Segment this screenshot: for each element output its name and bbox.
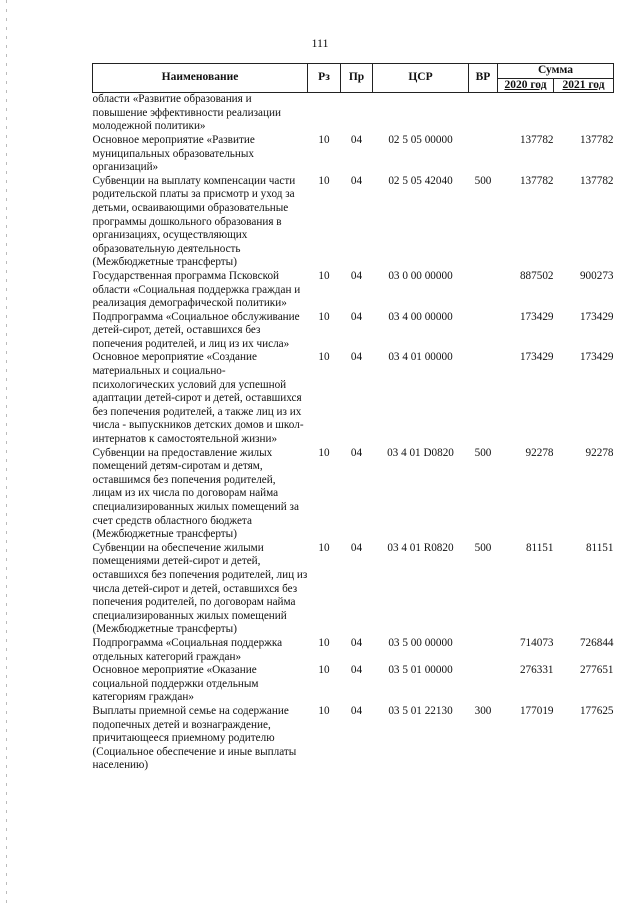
- table-row: [93, 311, 614, 352]
- scan-edge-stripe: [6, 0, 7, 905]
- header-year-2020: [498, 78, 554, 93]
- row-name: области «Развитие образования и повышение эффективности реализации молодежной политики»: [92, 93, 281, 133]
- row-vr: 300: [474, 704, 492, 717]
- row-pr: [341, 93, 373, 134]
- row-name: Основное мероприятие «Оказание социальной поддержки отдельным категориям граждан»: [92, 664, 259, 704]
- table-row: [93, 637, 614, 664]
- table-row: [93, 542, 614, 637]
- row-csr: 03 4 01 00000: [388, 351, 453, 364]
- row-vr: [469, 311, 498, 352]
- row-sum-2021: 92278: [585, 446, 614, 459]
- row-name: Субвенции на обеспечение жилыми помещениями детей-сирот и детей, оставшихся без попечения родителей, лиц из числа детей-сирот и детей, оставшихся без попечения родителей, по договорам найма специализированных жилых помещений (Межбюджетные трансферты): [92, 541, 308, 636]
- row-sum-2020: 887502: [519, 269, 554, 282]
- row-pr: 04: [350, 310, 363, 323]
- row-vr: 500: [474, 541, 492, 554]
- row-sum-2021: 177625: [579, 704, 614, 717]
- row-vr: 500: [474, 174, 492, 187]
- row-sum-2020: 714073: [519, 636, 554, 649]
- row-sum-2020: 173429: [519, 351, 554, 364]
- table-row: [93, 175, 614, 270]
- row-sum-2020: 276331: [519, 664, 554, 677]
- row-sum-2020: 81151: [525, 541, 554, 554]
- row-rz: 10: [318, 446, 330, 459]
- row-pr: 04: [350, 174, 363, 187]
- header-name: Наименование: [93, 64, 308, 93]
- row-csr: 03 0 00 00000: [388, 269, 453, 282]
- row-csr: 02 5 05 42040: [388, 174, 453, 187]
- row-name: Основное мероприятие «Создание материальных и социально-психологических условий для успешной адаптации детей-сирот и детей, оставшихся без попечения родителей, а также лиц из их числа - выпускников детских домов и школ-интернатов к самостоятельной жизни»: [92, 351, 304, 446]
- row-rz: [308, 93, 341, 134]
- row-sum-2020: [498, 93, 554, 134]
- row-name: Государственная программа Псковской области «Социальная поддержка граждан и реализация демографической политики»: [92, 269, 301, 310]
- table-header: [93, 64, 614, 93]
- row-sum-2021: 173429: [579, 351, 614, 364]
- table-body: [93, 93, 614, 773]
- row-csr: 03 5 01 00000: [388, 664, 453, 677]
- row-rz: 10: [318, 351, 330, 364]
- row-csr: 03 5 00 00000: [388, 636, 453, 649]
- header-pr: Пр: [341, 64, 373, 93]
- row-vr: 500: [474, 446, 492, 459]
- row-sum-2020: 137782: [519, 133, 554, 146]
- row-pr: 04: [350, 704, 363, 717]
- row-pr: 04: [350, 541, 363, 554]
- row-name: Подпрограмма «Социальная поддержка отдельных категорий граждан»: [92, 636, 283, 663]
- row-sum-2021: 137782: [579, 133, 614, 146]
- row-pr: 04: [350, 446, 363, 459]
- table-row: [93, 93, 614, 134]
- page-number: 111: [311, 36, 329, 50]
- row-sum-2021: 81151: [585, 541, 614, 554]
- row-csr: 03 4 00 00000: [388, 310, 453, 323]
- row-sum-2021: 900273: [579, 269, 614, 282]
- row-vr: [469, 664, 498, 705]
- row-rz: 10: [318, 310, 330, 323]
- row-vr: [469, 270, 498, 311]
- row-csr: 03 4 01 R0820: [387, 541, 454, 554]
- row-csr: 03 4 01 D0820: [387, 446, 454, 459]
- header-vr: ВР: [469, 64, 498, 93]
- row-vr: [469, 637, 498, 664]
- header-year-2020-label: 2020 год: [504, 78, 547, 91]
- row-pr: 04: [350, 351, 363, 364]
- row-name: Подпрограмма «Социальное обслуживание детей-сирот, детей, оставшихся без попечения родителей, и лиц из их числа»: [92, 310, 300, 350]
- row-pr: 04: [350, 133, 363, 146]
- row-name: Субвенции на предоставление жилых помещений детям-сиротам и детям, оставшимся без попечения родителей, лицам из их числа по договорам найма специализированных жилых помещений за счет средств областного бюджета (Межбюджетные трансферты): [92, 446, 299, 541]
- row-sum-2020: 177019: [519, 704, 554, 717]
- header-rz: Рз: [308, 64, 341, 93]
- row-rz: 10: [318, 704, 330, 717]
- row-rz: 10: [318, 133, 330, 146]
- header-sum: Сумма: [498, 64, 614, 79]
- row-csr: [373, 93, 469, 134]
- row-sum-2021: [554, 93, 614, 134]
- row-csr: 03 5 01 22130: [388, 704, 453, 717]
- row-vr: [469, 351, 498, 446]
- row-rz: 10: [318, 664, 330, 677]
- row-sum-2021: 277651: [579, 664, 614, 677]
- row-sum-2020: 137782: [519, 174, 554, 187]
- row-name: Субвенции на выплату компенсации части родительской платы за присмотр и уход за детьми, осваивающими образовательные программы дошкольного образования в организациях, осуществляющих образовательную деятельность (Межбюджетные трансферты): [92, 174, 296, 269]
- row-rz: 10: [318, 541, 330, 554]
- row-name: Выплаты приемной семье на содержание подопечных детей и вознаграждение, причитающееся приемному родителю (Социальное обеспечение и иные выплаты населению): [92, 704, 297, 772]
- row-name: Основное мероприятие «Развитие муниципальных образовательных организаций»: [92, 133, 255, 174]
- header-year-2021: [554, 78, 614, 93]
- row-rz: 10: [318, 269, 330, 282]
- row-pr: 04: [350, 269, 363, 282]
- row-sum-2021: 137782: [579, 174, 614, 187]
- row-rz: 10: [318, 636, 330, 649]
- table-row: [93, 134, 614, 175]
- table-row: [93, 351, 614, 446]
- table-row: [93, 664, 614, 705]
- row-csr: 02 5 05 00000: [388, 133, 453, 146]
- row-vr: [469, 93, 498, 134]
- header-year-2021-label: 2021 год: [562, 78, 605, 91]
- budget-table: [92, 63, 614, 773]
- table-row: [93, 270, 614, 311]
- table-row: [93, 447, 614, 542]
- row-pr: 04: [350, 636, 363, 649]
- row-pr: 04: [350, 664, 363, 677]
- row-sum-2020: 92278: [525, 446, 554, 459]
- row-sum-2020: 173429: [519, 310, 554, 323]
- row-sum-2021: 726844: [579, 636, 614, 649]
- table-row: [93, 705, 614, 773]
- row-vr: [469, 134, 498, 175]
- row-rz: 10: [318, 174, 330, 187]
- row-sum-2021: 173429: [579, 310, 614, 323]
- header-csr: ЦСР: [373, 64, 469, 93]
